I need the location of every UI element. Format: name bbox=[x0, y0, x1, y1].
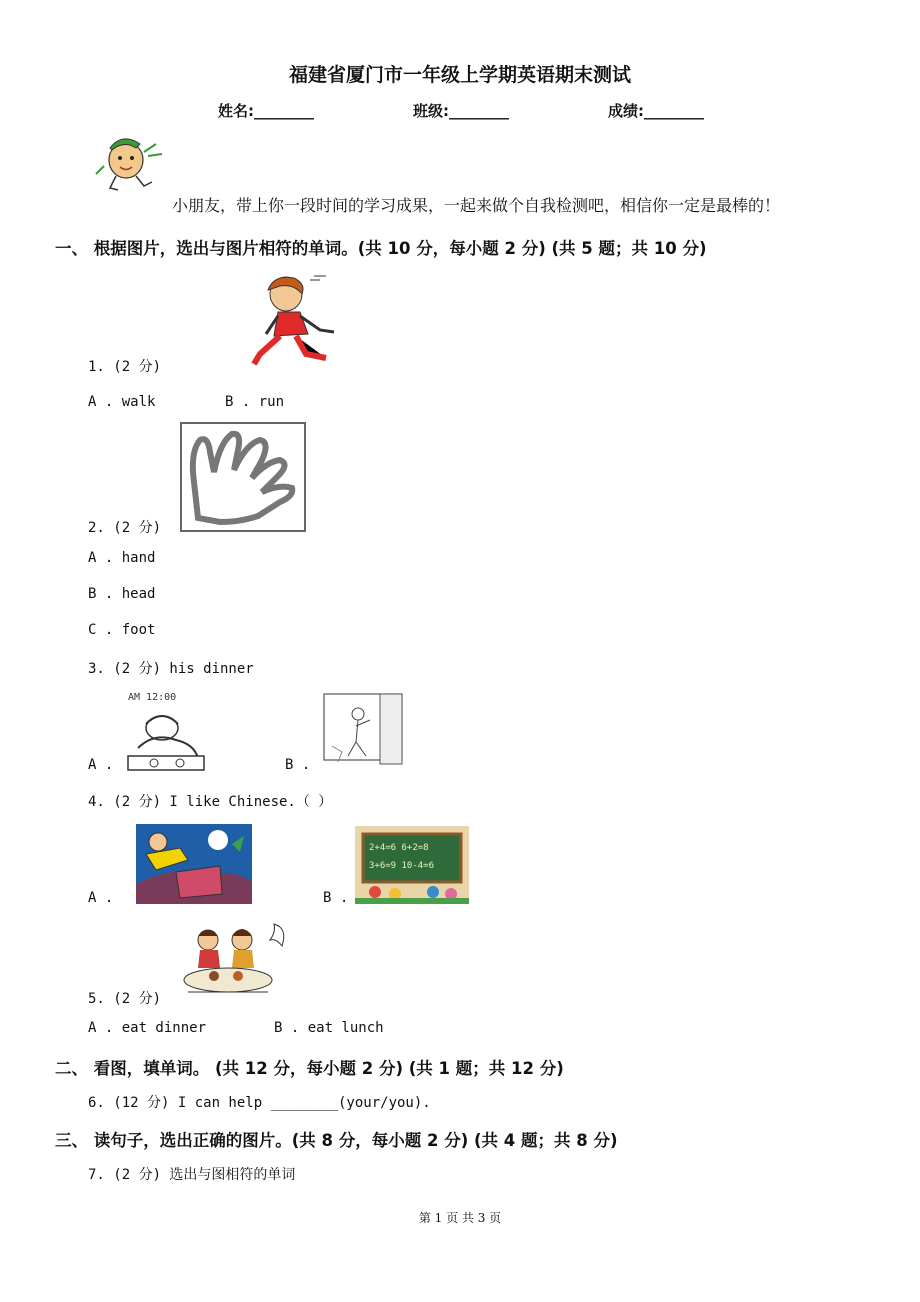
board-line-2: 3+6=9 10-4=6 bbox=[369, 861, 435, 871]
section-3-heading: 三、 读句子，选出正确的图片。(共 8 分，每小题 2 分) (共 4 题；共 8 分) bbox=[55, 1131, 618, 1150]
drawing-child-image bbox=[318, 690, 406, 772]
children-eating-image bbox=[178, 918, 296, 1002]
score-field[interactable] bbox=[608, 100, 704, 121]
question-2-option-b[interactable]: B . head bbox=[88, 586, 156, 602]
name-blank: ________ bbox=[254, 102, 314, 120]
chinese-book-image bbox=[136, 824, 252, 904]
question-2-stem: 2. (2 分) bbox=[88, 520, 162, 536]
question-4-option-b[interactable]: B . bbox=[323, 890, 349, 906]
sleeping-boy-image bbox=[124, 688, 210, 772]
clock-text: AM 12:00 bbox=[128, 692, 177, 703]
intro-text: 小朋友，带上你一段时间的学习成果，一起来做个自我检测吧，相信你一定是最棒的！ bbox=[172, 196, 781, 215]
question-1-option-b[interactable]: B . run bbox=[225, 394, 285, 410]
class-label: 班级: bbox=[413, 102, 449, 120]
question-1-option-a[interactable]: A . walk bbox=[88, 394, 156, 410]
running-boy-image bbox=[250, 272, 340, 370]
class-blank: ________ bbox=[449, 102, 509, 120]
page-title: 福建省厦门市一年级上学期英语期末测试 bbox=[288, 64, 631, 86]
name-field[interactable] bbox=[218, 100, 314, 121]
question-2-option-c[interactable]: C . foot bbox=[88, 622, 156, 638]
score-blank: ________ bbox=[644, 102, 704, 120]
math-blackboard-image bbox=[355, 826, 469, 904]
question-3-stem: 3. (2 分) his dinner bbox=[88, 661, 254, 677]
mascot-image bbox=[92, 130, 168, 194]
score-label: 成绩: bbox=[608, 102, 644, 120]
question-2-option-a[interactable]: A . hand bbox=[88, 550, 156, 566]
question-5-option-b[interactable]: B . eat lunch bbox=[274, 1020, 384, 1036]
class-field[interactable] bbox=[413, 100, 509, 121]
question-3-option-b[interactable]: B . bbox=[285, 757, 311, 773]
question-7-stem: 7. (2 分) 选出与图相符的单词 bbox=[88, 1167, 296, 1183]
question-6-stem[interactable]: 6. (12 分) I can help ________(your/you). bbox=[88, 1095, 431, 1111]
question-5-stem: 5. (2 分) bbox=[88, 991, 162, 1007]
name-label: 姓名: bbox=[218, 102, 254, 120]
hand-image bbox=[180, 422, 306, 532]
section-1-heading: 一、 根据图片，选出与图片相符的单词。(共 10 分，每小题 2 分) (共 5 题；共 10 分) bbox=[55, 239, 707, 258]
section-2-heading: 二、 看图，填单词。 (共 12 分，每小题 2 分) (共 1 题；共 12 分) bbox=[55, 1059, 564, 1078]
board-line-1: 2+4=6 6+2=8 bbox=[369, 843, 429, 853]
question-5-option-a[interactable]: A . eat dinner bbox=[88, 1020, 207, 1036]
question-3-option-a[interactable]: A . bbox=[88, 757, 114, 773]
page-footer: 第 1 页 共 3 页 bbox=[418, 1211, 502, 1225]
question-4-option-a[interactable]: A . bbox=[88, 890, 114, 906]
question-1-stem: 1. (2 分) bbox=[88, 359, 162, 375]
question-4-stem: 4. (2 分) I like Chinese.（ ） bbox=[88, 794, 333, 810]
